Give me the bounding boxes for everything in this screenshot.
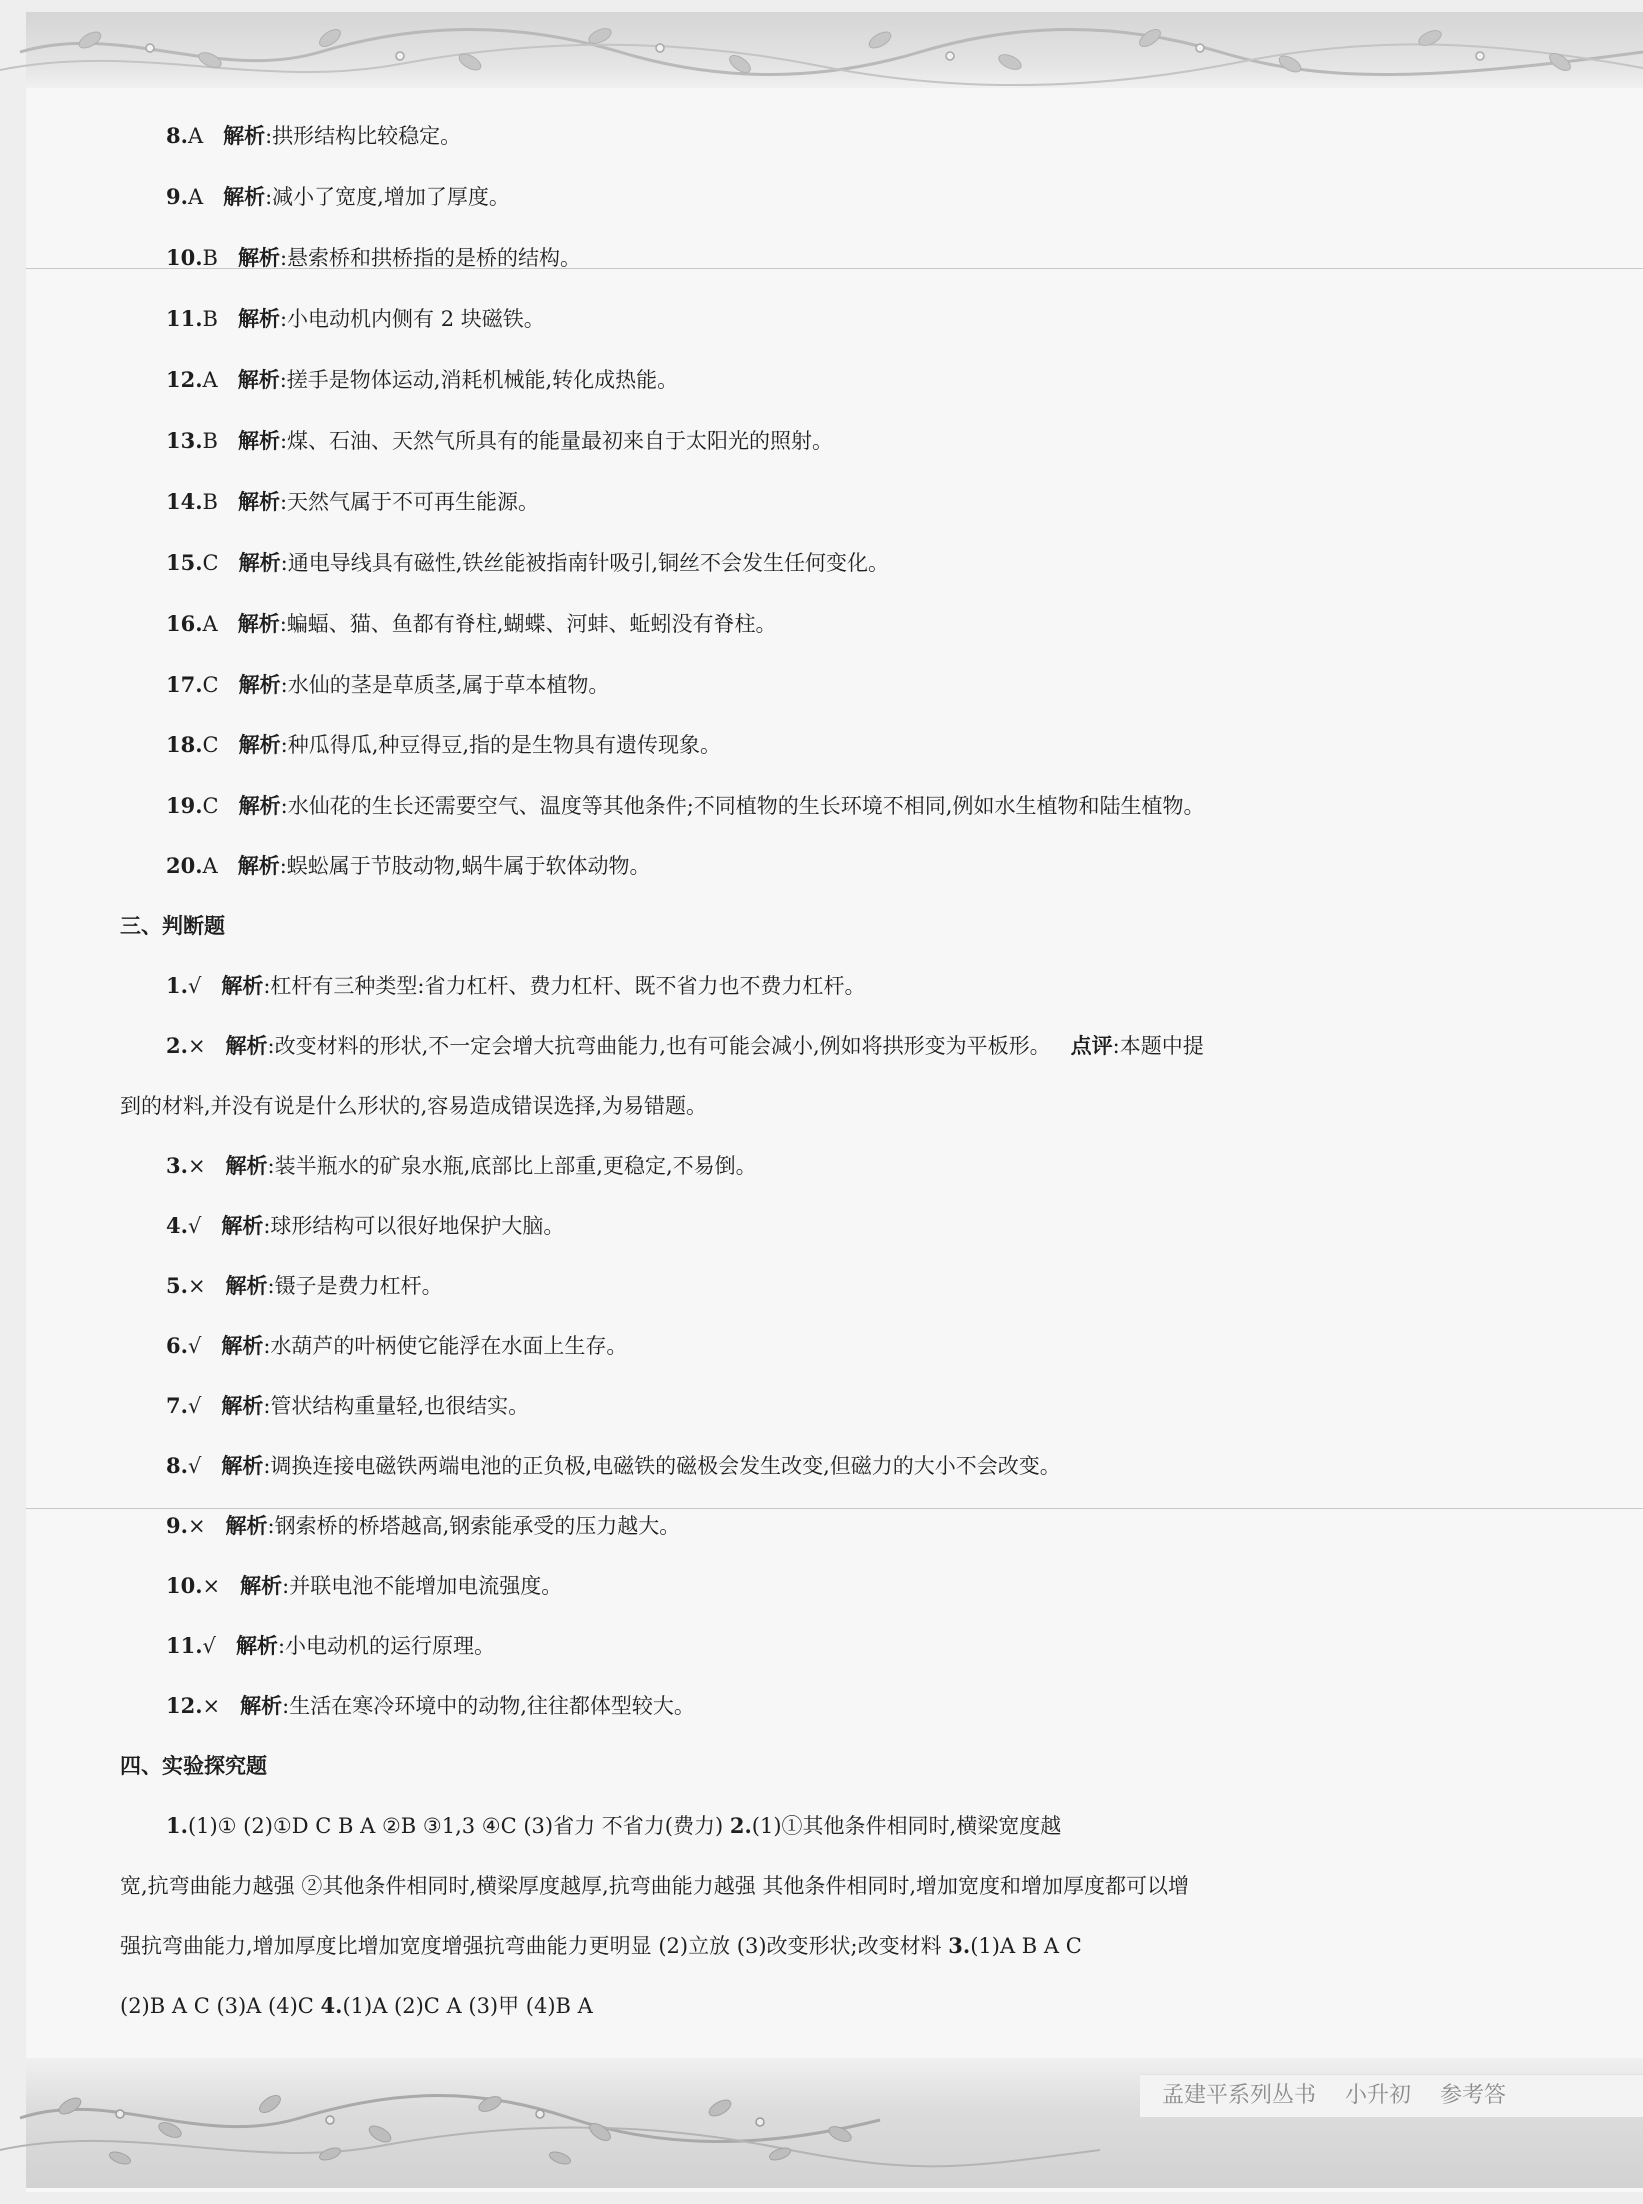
answer-item: 8.√ 解析:调换连接电磁铁两端电池的正负极,电磁铁的磁极会发生改变,但磁力的大小不会改变。 (166, 1453, 1061, 1478)
answer-item: 1.√ 解析:杠杆有三种类型:省力杠杆、费力杠杆、既不省力也不费力杠杆。 (166, 973, 866, 998)
answer-item: 14.B 解析:天然气属于不可再生能源。 (166, 489, 540, 514)
answer-item: 10.× 解析:并联电池不能增加电流强度。 (166, 1573, 563, 1598)
answer-item: 19.C 解析:水仙花的生长还需要空气、温度等其他条件;不同植物的生长环境不相同,例如水生植物和陆生植物。 (166, 793, 1205, 818)
answer-line: 1.(1)① (2)①D C B A ②B ③1,3 ④C (3)省力 不省力(费力) 2.(1)①其他条件相同时,横梁宽度越 (166, 1813, 1062, 1838)
section-heading-true-false: 三、判断题 (120, 914, 225, 938)
answer-line: (2)B A C (3)A (4)C 4.(1)A (2)C A (3)甲 (4)B A (120, 1993, 593, 2018)
answer-item: 17.C 解析:水仙的茎是草质茎,属于草本植物。 (166, 672, 610, 697)
answer-item: 7.√ 解析:管状结构重量轻,也很结实。 (166, 1393, 530, 1418)
footer-level: 小升初 (1345, 2083, 1412, 2108)
footer-series-tag (1140, 2074, 1643, 2117)
answer-line: 强抗弯曲能力,增加厚度比增加宽度增强抗弯曲能力更明显 (2)立放 (3)改变形状;改变材料 3.(1)A B A C (120, 1933, 1082, 1958)
answer-item: 4.√ 解析:球形结构可以很好地保护大脑。 (166, 1213, 565, 1238)
footer-series: 孟建平系列丛书 (1162, 2083, 1317, 2108)
answer-continuation: 到的材料,并没有说是什么形状的,容易造成错误选择,为易错题。 (120, 1094, 708, 1118)
answer-item: 12.× 解析:生活在寒冷环境中的动物,往往都体型较大。 (166, 1693, 695, 1718)
answer-item: 18.C 解析:种瓜得瓜,种豆得豆,指的是生物具有遗传现象。 (166, 732, 722, 757)
scan-line (26, 1508, 1643, 1509)
answer-item: 3.× 解析:装半瓶水的矿泉水瓶,底部比上部重,更稳定,不易倒。 (166, 1153, 757, 1178)
top-vine-banner (26, 12, 1643, 88)
answer-line: 宽,抗弯曲能力越强 ②其他条件相同时,横梁厚度越厚,抗弯曲能力越强 其他条件相同时,增加宽度和增加厚度都可以增 (120, 1874, 1190, 1898)
answer-item: 11.B 解析:小电动机内侧有 2 块磁铁。 (166, 306, 545, 331)
answer-item: 8.A 解析:拱形结构比较稳定。 (166, 123, 462, 148)
answer-item: 6.√ 解析:水葫芦的叶柄使它能浮在水面上生存。 (166, 1333, 628, 1358)
answer-item: 2.× 解析:改变材料的形状,不一定会增大抗弯曲能力,也有可能会减小,例如将拱形变为平板形。 点评:本题中提 (166, 1033, 1204, 1058)
answer-item: 15.C 解析:通电导线具有磁性,铁丝能被指南针吸引,铜丝不会发生任何变化。 (166, 550, 890, 575)
section-heading-experiment: 四、实验探究题 (120, 1754, 267, 1778)
answer-item: 12.A 解析:搓手是物体运动,消耗机械能,转化成热能。 (166, 367, 679, 392)
answer-item: 11.√ 解析:小电动机的运行原理。 (166, 1633, 496, 1658)
vine-decoration-top (0, 12, 1643, 88)
answer-item: 9.× 解析:钢索桥的桥塔越高,钢索能承受的压力越大。 (166, 1513, 681, 1538)
footer-ref: 参考答 (1440, 2083, 1507, 2108)
answer-item: 13.B 解析:煤、石油、天然气所具有的能量最初来自于太阳光的照射。 (166, 428, 834, 453)
answer-item: 16.A 解析:蝙蝠、猫、鱼都有脊柱,蝴蝶、河蚌、蚯蚓没有脊柱。 (166, 611, 777, 636)
answer-item: 10.B 解析:悬索桥和拱桥指的是桥的结构。 (166, 245, 582, 270)
answer-item: 20.A 解析:蜈蚣属于节肢动物,蜗牛属于软体动物。 (166, 853, 651, 878)
answer-item: 5.× 解析:镊子是费力杠杆。 (166, 1273, 443, 1298)
answer-item: 9.A 解析:减小了宽度,增加了厚度。 (166, 184, 510, 209)
